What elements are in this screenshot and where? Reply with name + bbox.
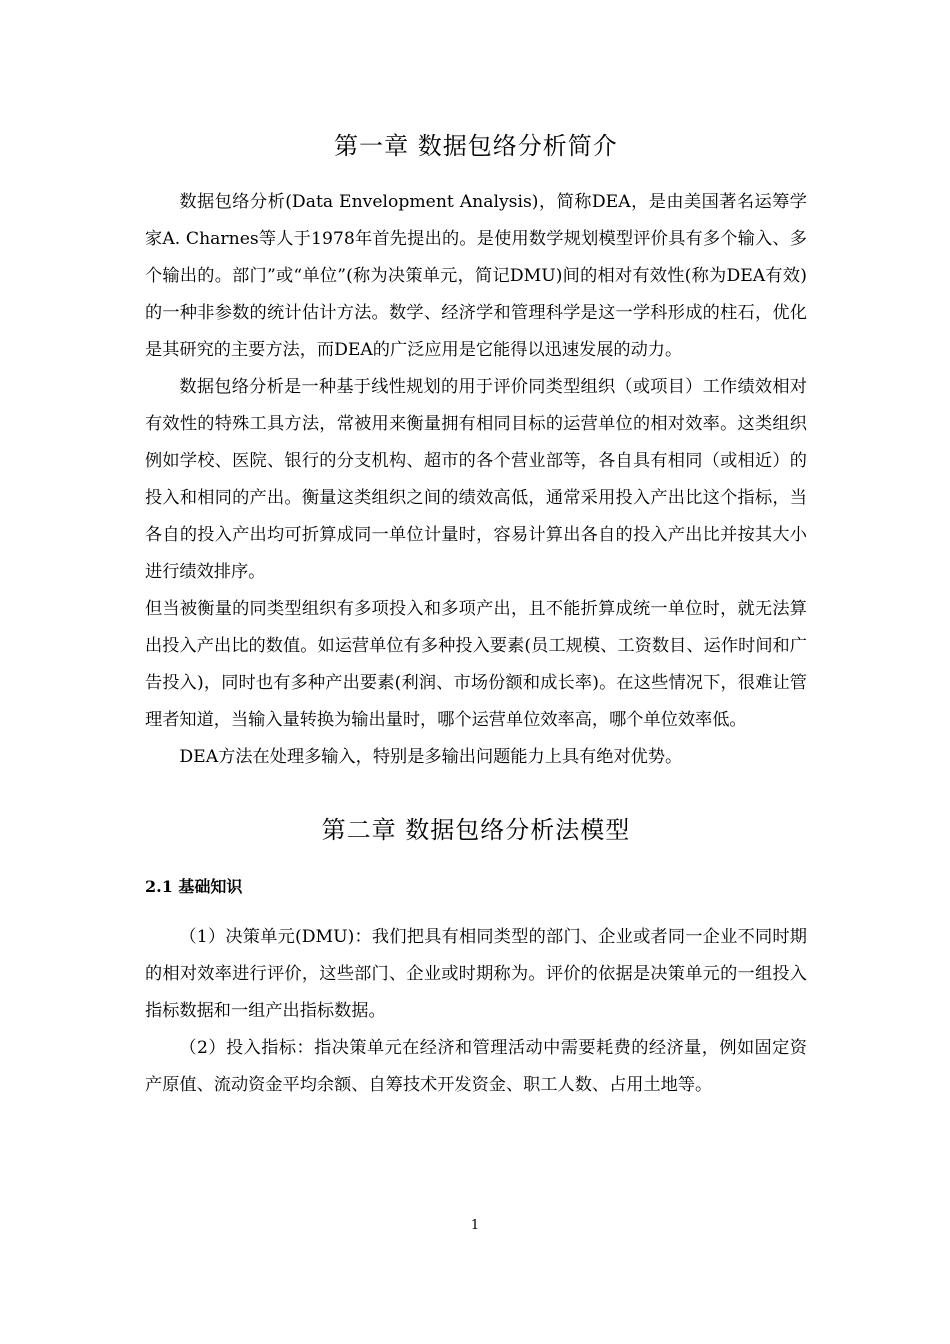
section-2-1-title: 2.1 基础知识 [145,877,243,896]
chapter-1-paragraph-4: DEA方法在处理多输入，特别是多输出问题能力上具有绝对优势。 [179,747,683,767]
chapter-1-paragraph-2: 数据包络分析是一种基于线性规划的用于评价同类型组织（或项目）工作绩效相对有效性的特殊工具方法，常被用来衡量拥有相同目标的运营单位的相对效率。这类组织例如学校、医院、银行的分支机构、超市的各个营业部等，各自具有相同（或相近）的投入和相同的产出。衡量这类组织之间的绩效高低，通常采用投入产出比这个指标，当各自的投入产出均可折算成同一单位计量时，容易计算出各自的投入产出比并按其大小进行绩效排序。 [145,377,807,582]
chapter-1-paragraph-3: 但当被衡量的同类型组织有多项投入和多项产出，且不能折算成统一单位时，就无法算出投入产出比的数值。如运营单位有多种投入要素(员工规模、工资数目、运作时间和广告投入)，同时也有多种产出要素(利润、市场份额和成长率)。在这些情况下，很难让管理者知道，当输入量转换为输出量时，哪个运营单位效率高，哪个单位效率低。 [145,599,807,730]
chapter-2-title: 第二章 数据包络分析法模型 [321,816,631,844]
page-number: 1 [470,1218,480,1233]
chapter-1-paragraph-1: 数据包络分析(Data Envelopment Analysis)，简称DEA，是由美国著名运筹学家A. Charnes等人于1978年首先提出的。是使用数学规划模型评价具有多个输入、多个输出的。部门”或“单位”(称为决策单元，简记DMU)间的相对有效性(称为DEA有效)的一种非参数的统计估计方法。数学、经济学和管理科学是这一学科形成的柱石，优化是其研究的主要方法，而DEA的广泛应用是它能得以迅速发展的动力。 [145,192,807,360]
chapter-2-paragraph-1: （1）决策单元(DMU)：我们把具有相同类型的部门、企业或者同一企业不同时期的相对效率进行评价，这些部门、企业或时期称为。评价的依据是决策单元的一组投入指标数据和一组产出指标数据。 [145,927,807,1021]
chapter-2-paragraph-2: （2）投入指标：指决策单元在经济和管理活动中需要耗费的经济量，例如固定资产原值、流动资金平均余额、自筹技术开发资金、职工人数、占用土地等。 [145,1038,807,1095]
chapter-1-title: 第一章 数据包络分析简介 [334,132,618,160]
page-content [145,128,807,1104]
